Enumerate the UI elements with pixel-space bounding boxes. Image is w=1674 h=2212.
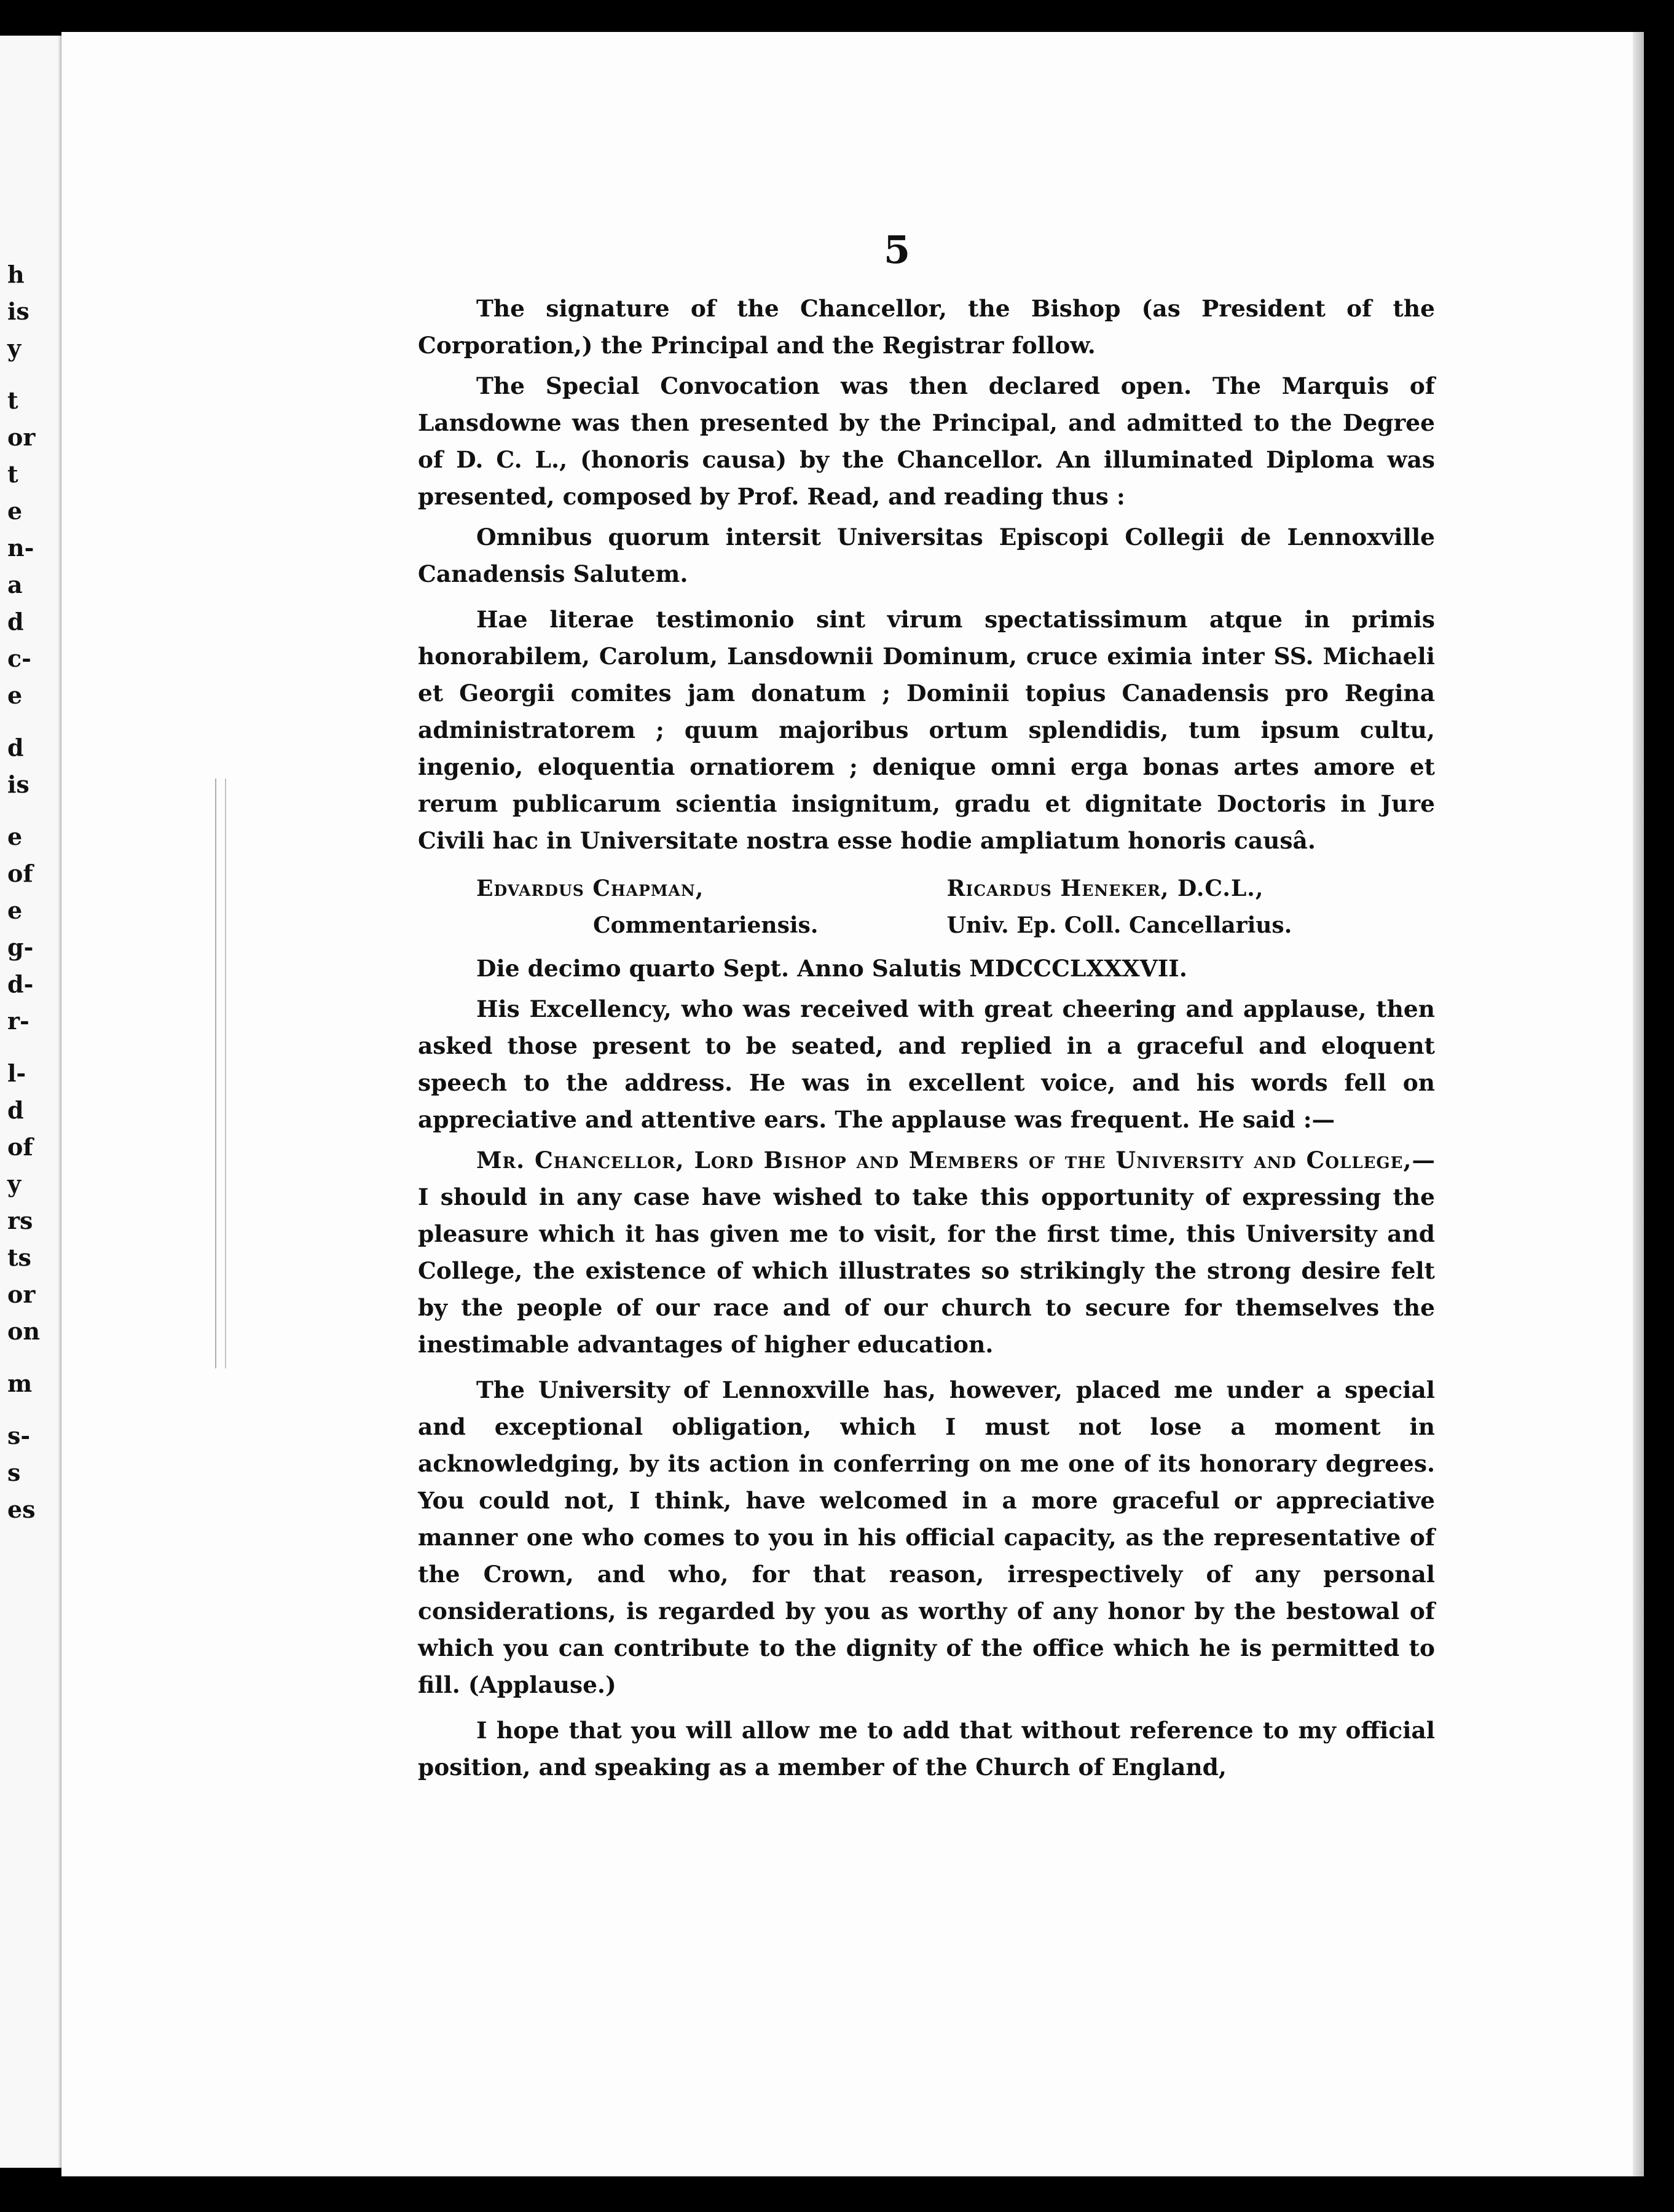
facing-page-fragment: on	[7, 1317, 40, 1345]
page-number: 5	[884, 227, 911, 272]
facing-page-fragment: ts	[7, 1244, 31, 1271]
document-page	[61, 32, 1644, 2176]
page-edge-shadow	[1633, 32, 1644, 2176]
facing-page-fragment: e	[7, 681, 23, 709]
signature-right	[947, 870, 1435, 944]
facing-page-fragment: c-	[7, 645, 31, 672]
facing-page-fragment: g-	[7, 933, 34, 961]
facing-page-fragment: a	[7, 571, 23, 598]
facing-page-fragment: es	[7, 1496, 36, 1523]
page-body	[418, 290, 1435, 1789]
facing-page-edge	[0, 36, 61, 2168]
signature-right-role: Univ. Ep. Coll. Cancellarius.	[946, 912, 1292, 938]
paragraph-signature: The signature of the Chancellor, the Bishop (as President of the Corporation,) the Principal and the Registrar follow.	[418, 295, 1435, 359]
facing-page-fragment: y	[7, 1170, 22, 1198]
facing-page-fragment: l-	[7, 1059, 26, 1087]
facing-page-fragment: d-	[7, 970, 34, 998]
signature-block	[418, 870, 1435, 944]
paragraph-hope: I hope that you will allow me to add that without reference to my official position, and speaking as a member of the Church of England,	[418, 1717, 1435, 1781]
signature-right-name: Ricardus Heneker, D.C.L.,	[946, 876, 1264, 901]
facing-page-fragment: e	[7, 497, 23, 525]
facing-page-fragment: or	[7, 423, 36, 451]
facing-page-fragment: s	[7, 1459, 21, 1486]
paragraph-excellency: His Excellency, who was received with great cheering and applause, then asked those present to be seated, and replied in a graceful and eloquent speech to the address. He was in excellent voice, and his words fell on appreciative and attentive ears. The applause was frequent. He said :—	[418, 995, 1435, 1133]
facing-page-fragment: e	[7, 896, 23, 924]
facing-page-fragment: e	[7, 823, 23, 850]
facing-page-fragment: n-	[7, 534, 34, 562]
address-text: —I should in any case have wished to take this opportunity of expressing the pleasure which it has given me to visit, for the first time, this University and College, the existence of which illustrates so strikingly the strong desire felt by the people of our race and of our church to secure for themselves the inestimable advantages of higher education.	[418, 1147, 1435, 1358]
facing-page-fragment: d	[7, 608, 24, 635]
facing-page-fragment: y	[7, 334, 22, 362]
facing-page-fragment: m	[7, 1370, 33, 1397]
facing-page-fragment: d	[7, 734, 24, 761]
diploma-date: Die decimo quarto Sept. Anno Salutis MDCCCLXXXVII.	[476, 955, 1187, 982]
signature-left-role: Commentariensis.	[593, 912, 819, 938]
facing-page-fragment: is	[7, 297, 29, 325]
paragraph-convocation: The Special Convocation was then declared open. The Marquis of Lansdowne was then presented by the Principal, and admitted to the Degree of D. C. L., (honoris causa) by the Chancellor. An illuminated Diploma was presented, composed by Prof. Read, and reading thus :	[418, 372, 1435, 510]
facing-page-fragment: t	[7, 460, 18, 488]
paper-fold-mark	[215, 779, 226, 1368]
address-salutation: Mr. Chancellor, Lord Bishop and Members of the University and College,	[476, 1147, 1412, 1174]
facing-page-fragment: t	[7, 386, 18, 414]
facing-page-fragment: h	[7, 261, 25, 288]
paragraph-latin-diploma: Hae literae testimonio sint virum spectatissimum atque in primis honorabilem, Carolum, Lansdownii Dominum, cruce eximia inter SS. Michaeli et Georgii comites jam donatum ; Dominii topius Canadensis pro Regina administratorem ; quum majoribus ortum splendidis, tum ipsum cultu, ingenio, eloquentia ornatiorem ; denique omni erga bonas artes amore et rerum publicarum scientia insignitum, gradu et dignitate Doctoris in Jure Civili hac in Universitate nostra esse hodie ampliatum honoris causâ.	[418, 606, 1435, 854]
facing-page-fragment: s-	[7, 1422, 31, 1449]
paragraph-salutation: Omnibus quorum intersit Universitas Episcopi Collegii de Lennoxville Canadensis Salutem.	[418, 524, 1435, 587]
facing-page-fragment: or	[7, 1281, 36, 1308]
signature-left	[418, 870, 947, 944]
facing-page-fragment: d	[7, 1096, 24, 1124]
signature-left-name: Edvardus Chapman,	[476, 876, 704, 901]
facing-page-fragment: r-	[7, 1007, 29, 1035]
facing-page-fragment: of	[7, 860, 33, 887]
facing-page-fragment: rs	[7, 1207, 33, 1234]
paragraph-address	[418, 1142, 1435, 1363]
paragraph-obligation: The University of Lennoxville has, however, placed me under a special and exceptional obligation, which I must not lose a moment in acknowledging, by its action in conferring on me one of its honorary degrees. You could not, I think, have welcomed in a more graceful or appreciative manner one who comes to you in his official capacity, as the representative of the Crown, and who, for that reason, irrespectively of any personal considerations, is regarded by you as worthy of any honor by the bestowal of which you can contribute to the dignity of the office which he is permitted to fill. (Applause.)	[418, 1376, 1435, 1698]
facing-page-fragment: of	[7, 1133, 33, 1161]
facing-page-fragment: is	[7, 771, 29, 798]
